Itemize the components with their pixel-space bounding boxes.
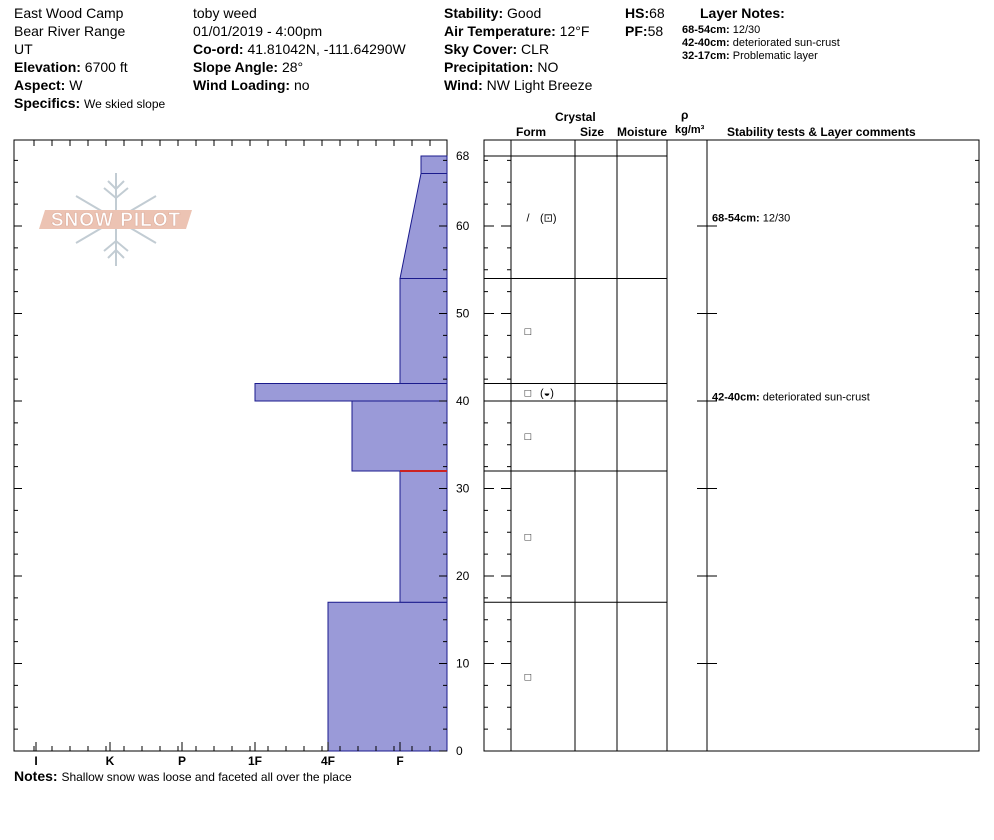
density-unit-header: kg/m³: [675, 124, 705, 136]
elevation-value: 6700 ft: [84, 59, 128, 75]
air-temp-value: 12°F: [559, 23, 590, 39]
hardness-layer: [328, 602, 447, 751]
crystal-form-symbol: /: [526, 212, 530, 225]
x-tick-label: F: [396, 754, 404, 768]
pf-label: PF:: [625, 23, 648, 39]
wind-loading-label: Wind Loading:: [193, 77, 291, 93]
datetime: 01/01/2019 - 4:00pm: [193, 23, 323, 39]
y-tick-label: 30: [456, 481, 470, 496]
stability-label: Stability:: [444, 5, 504, 21]
hardness-layer: [352, 401, 447, 471]
wind-value: NW Light Breeze: [486, 77, 593, 93]
notes-text: Shallow snow was loose and faceted all over the place: [61, 770, 352, 784]
aspect-value: W: [69, 77, 83, 93]
comments-header: Stability tests & Layer comments: [727, 125, 916, 139]
slope-label: Slope Angle:: [193, 59, 279, 75]
crystal-header: Crystal: [555, 110, 596, 124]
size-header: Size: [580, 125, 605, 139]
x-tick-label: P: [177, 754, 187, 768]
hardness-layer: [421, 156, 447, 174]
layer-comment-range: 68-54cm:: [712, 212, 763, 225]
y-tick-label: 40: [456, 394, 470, 408]
stratigraphy-table: [484, 140, 979, 751]
layer-notes-title: Layer Notes:: [700, 5, 785, 21]
layer-note-text: 12/30: [732, 24, 761, 36]
y-tick-label: 68: [456, 149, 470, 163]
layer-note-range: 32-17cm:: [682, 50, 730, 62]
y-tick-label: 50: [456, 306, 470, 321]
location: East Wood Camp: [14, 5, 124, 21]
layer-note-text: Problematic layer: [732, 50, 818, 62]
crystal-form-secondary: (◒): [540, 387, 554, 400]
hs-label: HS:: [625, 5, 650, 21]
crystal-form-symbol: □: [524, 431, 532, 443]
precip-value: NO: [537, 59, 559, 75]
moisture-header: Moisture: [617, 125, 668, 139]
x-tick-label: 4F: [320, 754, 336, 768]
hardness-layer: [255, 384, 447, 402]
precip-label: Precipitation:: [444, 59, 534, 75]
crystal-form-secondary: (⊡): [540, 212, 557, 225]
notes-label: Notes:: [14, 768, 58, 784]
pf-value: 58: [647, 23, 664, 39]
crystal-form-symbol: □: [524, 326, 532, 338]
layer-comment-text: 12/30: [762, 212, 791, 225]
hardness-plot: [14, 140, 470, 768]
layer-comment-range: 42-40cm:: [712, 391, 763, 404]
wind-loading-value: no: [293, 77, 310, 93]
aspect-label: Aspect:: [14, 77, 66, 93]
rho-header: ρ: [681, 108, 689, 122]
hardness-layer: [400, 279, 447, 384]
layer-note-range: 68-54cm:: [682, 24, 730, 36]
layer-note-range: 42-40cm:: [682, 37, 730, 49]
hs-value: 68: [649, 5, 665, 21]
air-temp-label: Air Temperature:: [444, 23, 556, 39]
sky-value: CLR: [521, 41, 550, 57]
coord-value: 41.81042N, -111.64290W: [247, 41, 406, 57]
sky-label: Sky Cover:: [444, 41, 518, 57]
state: UT: [14, 41, 33, 57]
notes-field: [14, 767, 352, 786]
y-tick-label: 10: [456, 656, 470, 671]
logo-text: SNOW PILOT: [50, 210, 182, 231]
y-tick-label: 20: [456, 569, 470, 583]
x-tick-label: I: [34, 754, 38, 768]
slope-value: 28°: [281, 59, 304, 75]
elevation-label: Elevation:: [14, 59, 81, 75]
specifics-label: Specifics:: [14, 95, 81, 111]
specifics-value: We skied slope: [84, 97, 166, 111]
stability-value: Good: [507, 5, 542, 21]
layer-comment-text: deteriorated sun-crust: [762, 391, 870, 404]
crystal-form-symbol: □: [524, 671, 532, 684]
x-tick-label: 1F: [247, 754, 263, 768]
table-frame: [484, 140, 979, 751]
crystal-form-symbol: □: [524, 531, 532, 544]
layer-comment: [712, 212, 790, 224]
x-tick-label: K: [105, 754, 115, 768]
snowflake-logo: [39, 173, 192, 266]
y-tick-label: 0: [456, 744, 463, 758]
hardness-layer: [400, 471, 447, 602]
range: Bear River Range: [14, 23, 126, 39]
observer: toby weed: [193, 5, 257, 21]
layer-note-text: deteriorated sun-crust: [732, 37, 840, 49]
coord-label: Co-ord:: [193, 41, 244, 57]
wind-label: Wind:: [444, 77, 483, 93]
layer-comment: [712, 392, 870, 404]
y-tick-label: 60: [456, 219, 470, 233]
form-header: Form: [516, 125, 546, 139]
crystal-form-symbol: □: [524, 387, 532, 400]
